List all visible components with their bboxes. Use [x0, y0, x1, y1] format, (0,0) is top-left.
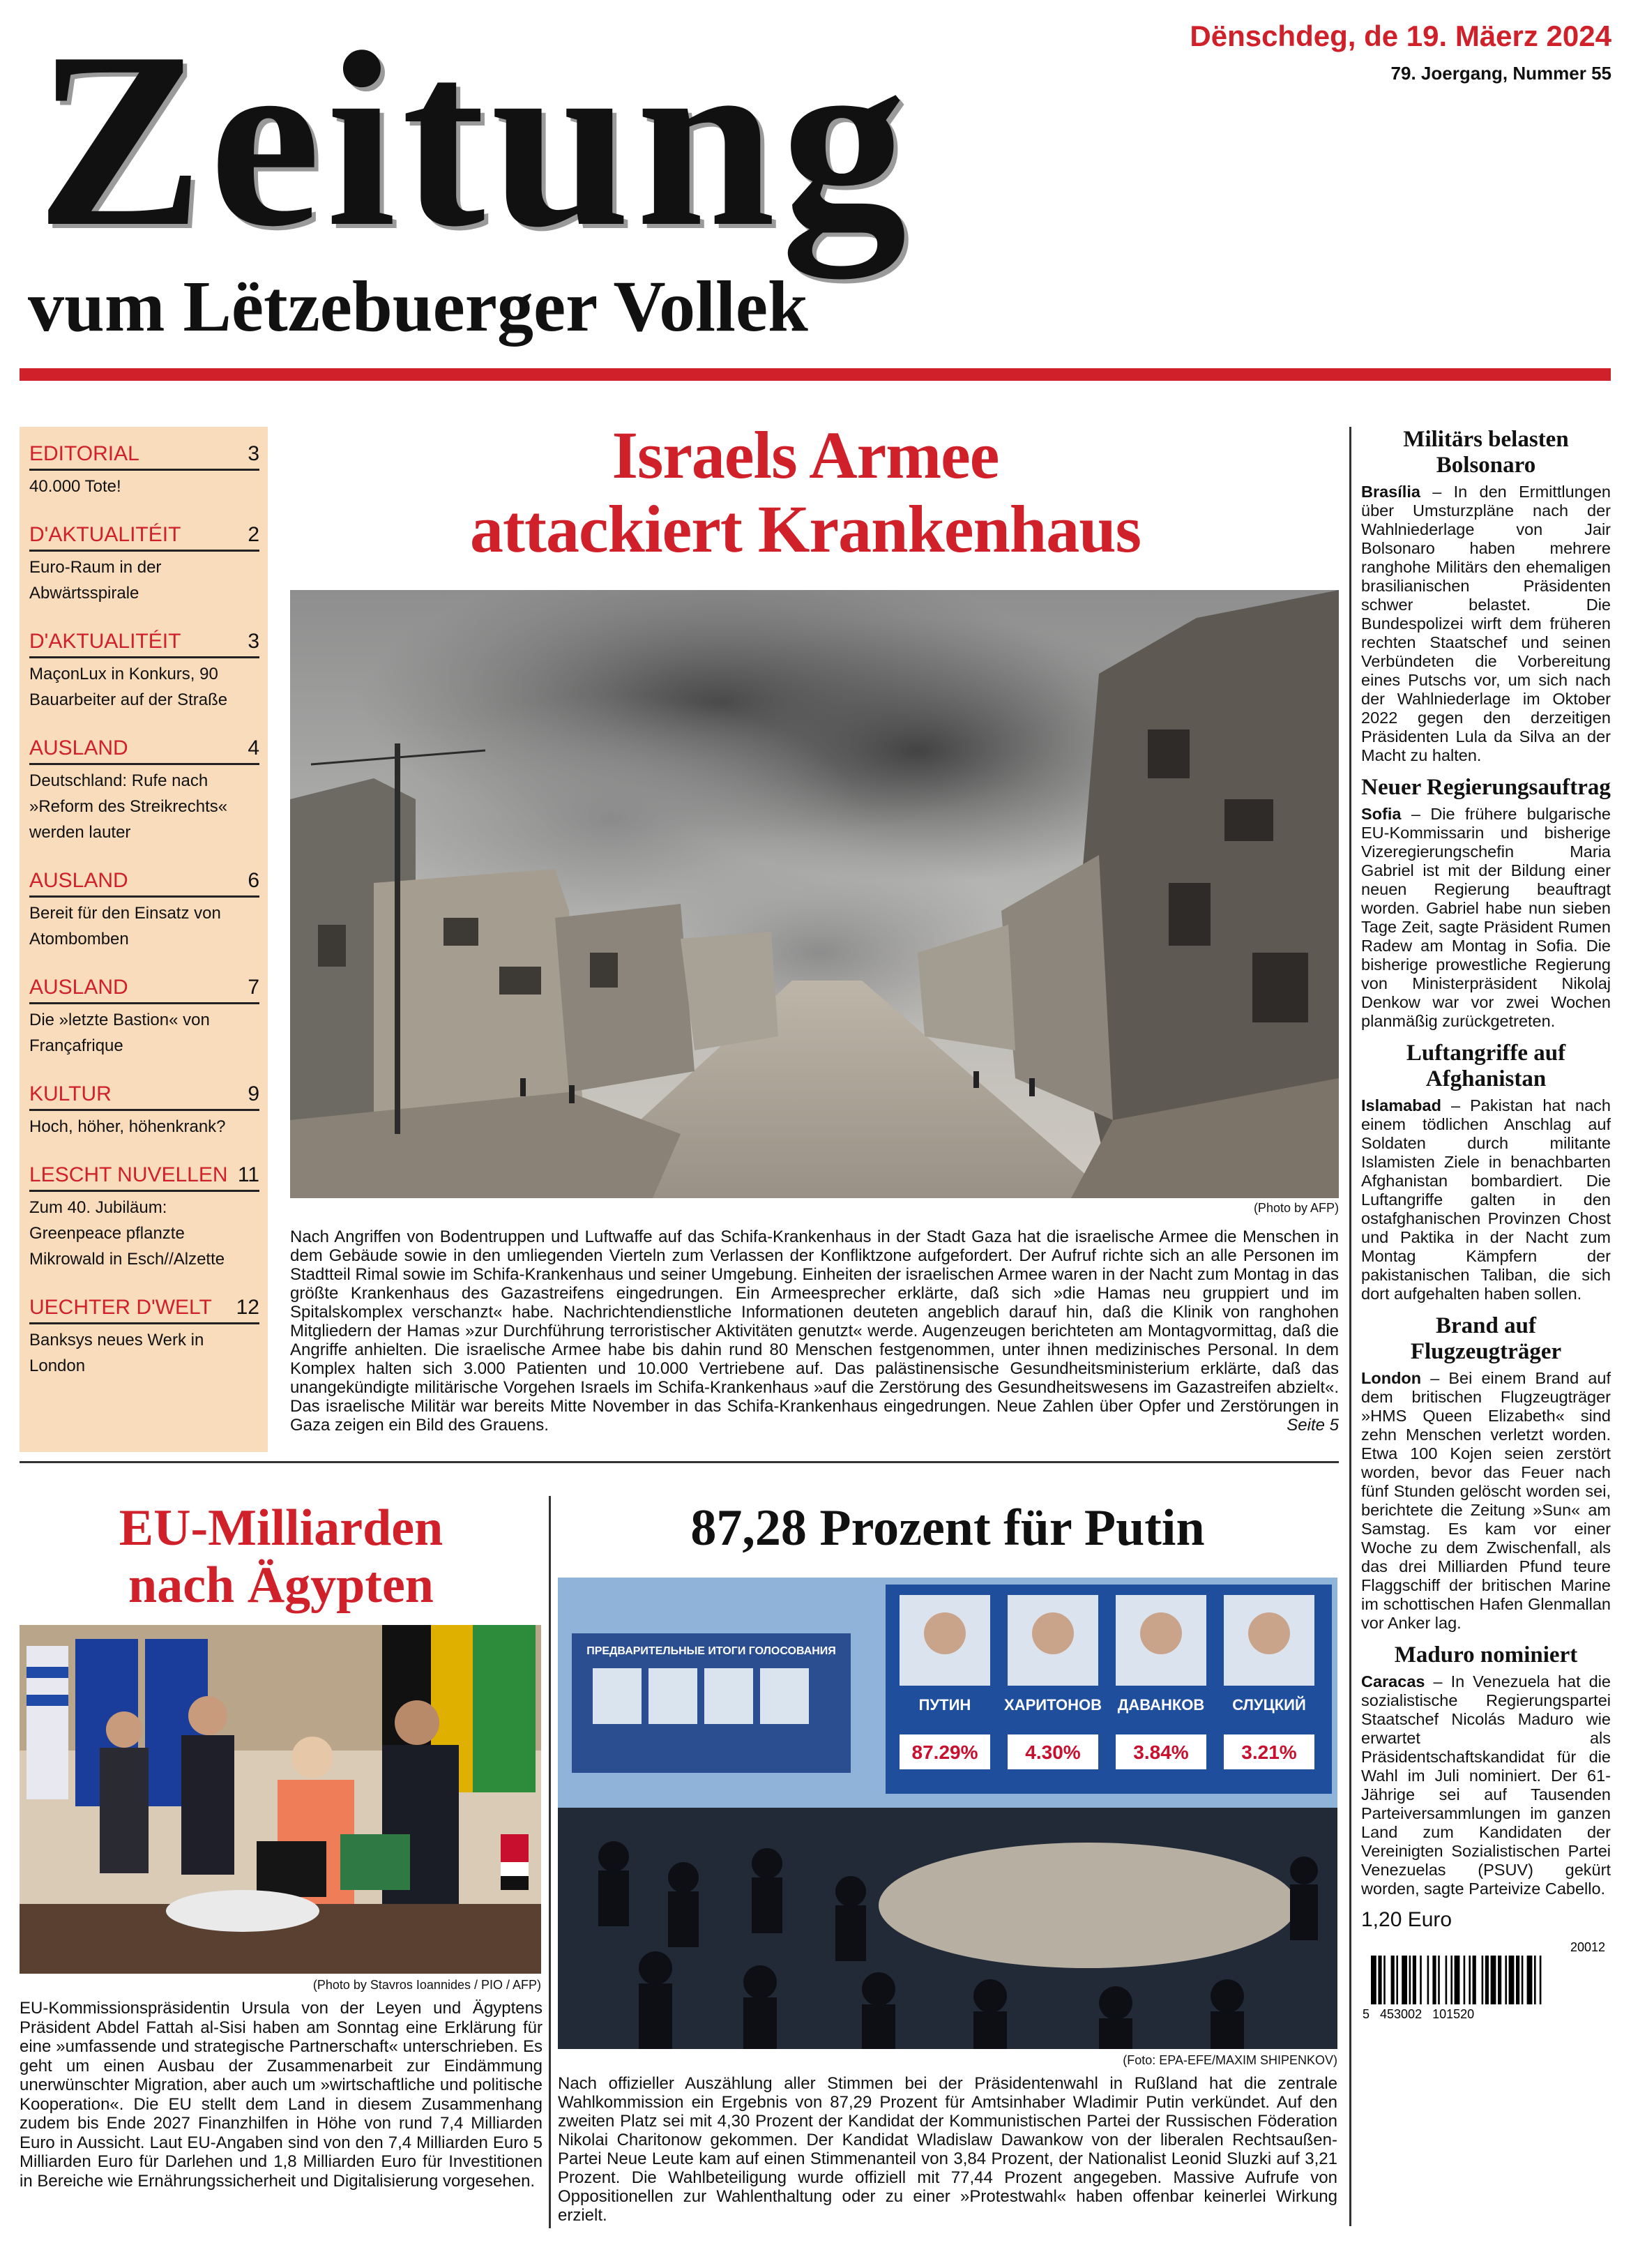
candidate-card [900, 1595, 990, 1769]
candidate-name: ПУТИН [918, 1696, 971, 1714]
index-text: MaçonLux in Konkurs, 90 Bauarbeiter auf der Straße [29, 665, 228, 709]
brief-title: Luftangriffe auf Afghanistan [1406, 1041, 1566, 1091]
index-section: LESCHT NUVELLEN [29, 1163, 228, 1186]
barcode-bar [1498, 1956, 1501, 2004]
barcode-bar [1522, 1956, 1524, 2004]
index-page: 7 [248, 976, 259, 999]
candidate-face [924, 1612, 966, 1654]
index-section: UECHTER D'WELT [29, 1296, 212, 1319]
index-text: 40.000 Tote! [29, 477, 121, 496]
column-rule [549, 1496, 551, 2228]
barcode-bar [1413, 1956, 1416, 2004]
barcode-bar [1464, 1956, 1466, 2004]
brief-place: Brasília [1361, 483, 1420, 501]
index-page: 3 [248, 442, 259, 465]
index-text: Euro-Raum in der Abwärtsspirale [29, 558, 162, 603]
index-section: EDITORIAL [29, 442, 139, 465]
barcode-bar [1534, 1956, 1536, 2004]
lead-photo[interactable] [290, 590, 1339, 1198]
lead-page-ref[interactable]: Seite 5 [1287, 1416, 1339, 1435]
index-entry[interactable] [29, 1294, 259, 1379]
putin-headline[interactable]: 87,28 Prozent für Putin [690, 1499, 1205, 1557]
brief-text: – Pakistan hat nach einem tödlichen Anschlag auf Soldaten durch militante Islamisten Ziele in benachbarten Afghanistan bombardiert. Die Luftangriffe galten in den ostafghanischen Provinzen Chost und Paktika in der Nacht zum Montag Kämpfern der pakistanischen Taliban, die sich dort aufgehalten haben sollen. [1361, 1096, 1611, 1303]
barcode-bar [1438, 1956, 1440, 2004]
barcode-bar [1509, 1956, 1515, 2004]
brief-text: – In Venezuela hat die sozialistische Regierungspartei Staatschef Nicolás Maduro wie erwartet als Präsidentschaftskandidat für die Wahl im Juli nominiert. Der 61-Jährige sei auf Tausenden Parteiversammlungen im ganzen Land zum Kandidaten der Vereinigten Sozialistischen Partei Venezuelas (PSUV) gekürt worden, sagte Parteivize Cabello. [1361, 1672, 1611, 1898]
index-section: AUSLAND [29, 869, 128, 892]
barcode-bar [1485, 1956, 1489, 2004]
brief-title: Maduro nominiert [1394, 1642, 1578, 1668]
candidate-card [1224, 1595, 1314, 1769]
candidate-card [1004, 1595, 1102, 1769]
index-section: KULTUR [29, 1082, 112, 1105]
column-rule [1349, 427, 1351, 2226]
brief-title: Militärs belasten Bolsonaro [1403, 427, 1569, 478]
index-page: 11 [237, 1163, 259, 1186]
barcode-bar [1540, 1956, 1542, 2004]
index-entry[interactable] [29, 974, 259, 1059]
lead-body [290, 1227, 1339, 1435]
price: 1,20 Euro [1361, 1908, 1452, 1931]
barcode-bar [1446, 1956, 1448, 2004]
lead-headline-line1: Israels Armee [612, 418, 999, 492]
index-entry[interactable] [29, 868, 259, 952]
barcode-digits: 5 453002 101520 [1363, 2007, 1475, 2021]
eu-headline[interactable] [20, 1499, 543, 1614]
barcode-bar [1491, 1956, 1496, 2004]
barcode-bar [1516, 1956, 1519, 2004]
index-text: Deutschland: Rufe nach »Reform des Streikrechts« werden lauter [29, 771, 228, 842]
index-section: D'AKTUALITÉIT [29, 523, 181, 546]
brief-place: Islamabad [1361, 1096, 1441, 1114]
index-text: Bereit für den Einsatz von Atombomben [29, 904, 221, 948]
brief-item[interactable] [1361, 1041, 1611, 1303]
barcode-graphic [1361, 1937, 1611, 2021]
barcode-bar [1473, 1956, 1476, 2004]
barcode-bar [1450, 1956, 1452, 2004]
candidate-percent: 3.84% [1133, 1741, 1189, 1763]
candidate-face [1248, 1612, 1290, 1654]
top-rule [20, 368, 1611, 381]
putin-photo-credit: (Foto: EPA-EFE/MAXIM SHIPENKOV) [1123, 2053, 1337, 2067]
lead-headline-line2: attackiert Krankenhaus [470, 492, 1141, 566]
brief-place: Caracas [1361, 1672, 1425, 1691]
candidate-name: СЛУЦКИЙ [1232, 1696, 1306, 1714]
candidate-name: ХАРИТОНОВ [1004, 1696, 1102, 1714]
index-page: 6 [248, 869, 259, 892]
index-page: 3 [248, 630, 259, 653]
barcode-bar [1469, 1956, 1471, 2004]
brief-title: Brand auf Flugzeugträger [1410, 1313, 1562, 1364]
index-text: Die »letzte Bastion« von Françafrique [29, 1011, 210, 1055]
index-text: Zum 40. Jubiläum: Greenpeace pflanzte Mikrowald in Esch//Alzette [29, 1198, 225, 1269]
barcode-bar [1427, 1956, 1429, 2004]
index-box [20, 427, 268, 1452]
barcode-bar [1455, 1956, 1460, 2004]
brief-item[interactable] [1361, 1642, 1611, 1898]
eu-body: EU-Kommissionspräsidentin Ursula von der Leyen und Ägyptens Präsident Abdel Fattah al-Sisi haben am Sonntag eine Erklärung für eine »umfassende und strategische Partnerschaft« unterschrieben. Es geht um einen Ausbau der Zusammenarbeit zur Eindämmung unerwünschter Migration, aber auch um »wirtschaftliche und politische Kooperation«. Die EU stellt dem Land in diesem Zusammenhang zudem bis Ende 2027 Finanzhilfen in Höhe von rund 7,4 Milliarden Euro in Aussicht. Laut EU-Angaben sind von den 7,4 Milliarden Euro 5 Milliarden Euro für Darlehen und 1,8 Milliarden Euro für Investitionen in Bereiche wie Ernährungssicherheit und Digitalisierung vorgesehen. [20, 1999, 543, 2191]
index-section: AUSLAND [29, 976, 128, 999]
issue-line: 79. Joergang, Nummer 55 [1390, 63, 1611, 84]
brief-text: – Die frühere bulgarische EU-Kommissarin und bisherige Vizeregierungschefin Maria Gabriel ist mit der Bildung einer neuen Regierung beauftragt worden. Gabriel habe nun sieben Tage Zeit, sagte Präsident Rumen Radew am Montag in Sofia. Die bisherige prowestliche Regierung von Ministerpräsident Nikolaj Denkow war vor zwei Wochen planmäßig zurückgetreten. [1361, 805, 1611, 1030]
brief-item[interactable] [1361, 427, 1611, 765]
index-text: Hoch, höher, höhenkrank? [29, 1117, 226, 1136]
lead-body-text: Nach Angriffen von Bodentruppen und Luftwaffe auf das Schifa-Krankenhaus in der Stadt Gaza hat die israelische Armee die Menschen in dem Gebäude sowie in den umliegenden Vierteln zum Verlassen der Konfliktzone aufgefordert. Der Aufruf richte sich an alle Personen im Stadtteil Rimal sowie im Schifa-Krankenhaus und seiner Umgebung. Einheiten der israelischen Armee waren in der Nacht zum Montag in das größte Krankenhaus des Gazastreifens eingedrungen. Ein Armeesprecher erklärte, daß sich »die Hamas neu gruppiert und im Spitalskomplex verschanzt« habe. Nachrichtendienstliche Informationen deuteten angeblich darauf hin, daß die Klinik von ranghohen Mitgliedern der Hamas »zur Durchführung terroristischer Aktivitäten genutzt« werde. Augenzeugen berichteten am Montagvormittag, daß die Angriffe anhielten. Die israelische Armee habe bis dahin rund 80 Menschen festgenommen, unter ihnen medizinisches Personal. In dem Komplex halten sich 3.000 Patienten und 10.000 Vertriebene auf. Das palästinensische Gesundheitsministerium erklärte, daß das unangekündigte militärische Vorgehen Israels im Schifa-Krankenhaus »auf die Zerstörung des Gesundheitswesens im Gazastreifen abzielt«. Das israelische Militär war bereits Mitte November in das Schifa-Krankenhaus eingedrungen. Neue Zahlen über Opfer und Zerstörungen in Gaza zeigen ein Bild des Grauens. [290, 1227, 1339, 1435]
signing-ceremony-photo [20, 1625, 541, 1974]
index-entry[interactable] [29, 522, 259, 606]
barcode-bar [1396, 1956, 1398, 2004]
eu-photo-credit: (Photo by Stavros Ioannides / PIO / AFP) [312, 1978, 541, 1992]
masthead-subtitle: vum Lëtzebuerger Vollek [28, 266, 808, 347]
barcode-bar [1505, 1956, 1507, 2004]
index-page: 2 [248, 523, 259, 546]
eu-photo[interactable] [20, 1625, 541, 1974]
candidate-percent: 3.21% [1241, 1741, 1297, 1763]
index-entry[interactable] [29, 1162, 259, 1272]
screen-header: ПРЕДВАРИТЕЛЬНЫЕ ИТОГИ ГОЛОСОВАНИЯ [586, 1645, 836, 1657]
news-briefs-column [1361, 427, 1611, 2025]
index-section: D'AKTUALITÉIT [29, 630, 181, 653]
gaza-street-photo [290, 590, 1339, 1198]
barcode-bar [1383, 1956, 1386, 2004]
candidate-percent: 4.30% [1025, 1741, 1081, 1763]
candidate-card [1116, 1595, 1206, 1769]
brief-title: Neuer Regierungsauftrag [1361, 775, 1611, 800]
lead-headline[interactable] [279, 418, 1332, 566]
index-entry[interactable] [29, 1081, 259, 1140]
index-entry[interactable] [29, 735, 259, 845]
brief-text: – In den Ermittlungen über Umsturzpläne nach der Wahlniederlage von Jair Bolsonaro haben mehrere ranghohe Militärs den ehemaligen brasilianischen Präsidenten schwer belastet. Die Bundespolizei wirft dem früheren rechten Staatschef und seinen Verbündeten die Vorbereitung eines Putschs vor, um sich nach der Wahlniederlage im Oktober 2022 gegen den derzeitigen Präsidenten Lula da Silva an der Macht zu halten. [1361, 483, 1611, 764]
candidate-face [1140, 1612, 1182, 1654]
barcode-bar [1409, 1956, 1411, 2004]
barcode-bar [1371, 1956, 1376, 2004]
index-entry[interactable] [29, 441, 259, 499]
putin-photo[interactable] [558, 1578, 1337, 2049]
election-commission-photo [558, 1578, 1337, 2049]
barcode-bar [1527, 1956, 1533, 2004]
barcode-bar [1378, 1956, 1381, 2004]
barcode-bar [1482, 1956, 1484, 2004]
brief-item[interactable] [1361, 775, 1611, 1031]
index-entry[interactable] [29, 628, 259, 713]
index-section: AUSLAND [29, 736, 128, 759]
candidate-face [1032, 1612, 1074, 1654]
brief-place: Sofia [1361, 805, 1402, 823]
index-page: 9 [248, 1082, 259, 1105]
brief-text: – Bei einem Brand auf dem britischen Flugzeugträger »HMS Queen Elizabeth« sind zehn Menschen verletzt worden. Etwa 100 Kojen seien zerstört worden, bevor das Feuer nach fünf Stunden gelöscht worden sei, berichtete die Zeitung »Sun« am Samstag. Es kam vor einer Woche zu dem Zwischenfall, als das drei Milliarden Pfund teure Flaggschiff der britischen Marine im schottischen Hafen Glenmallan vor Anker lag. [1361, 1369, 1611, 1632]
index-text: Banksys neues Werk in London [29, 1331, 204, 1375]
brief-place: London [1361, 1369, 1422, 1387]
barcode-issue: 20012 [1570, 1940, 1606, 1954]
lead-photo-credit: (Photo by AFP) [1253, 1201, 1339, 1215]
candidate-percent: 87.29% [911, 1741, 978, 1763]
barcode-bar [1402, 1956, 1407, 2004]
brief-item[interactable] [1361, 1313, 1611, 1633]
barcode-bar [1420, 1956, 1422, 2004]
candidate-name: ДАВАНКОВ [1117, 1696, 1205, 1714]
eu-headline-line1: EU-Milliarden [119, 1499, 443, 1557]
section-rule [20, 1461, 1339, 1463]
putin-body: Nach offizieller Auszählung aller Stimmen bei der Präsidentenwahl in Rußland hat die zentrale Wahlkommission ein Ergebnis von 87,29 Prozent für Amtsinhaber Wladimir Putin verkündet. Auf den zweiten Platz sei mit 4,30 Prozent der Kandidat der Kommunistischen Partei der Russischen Föderation Nikolai Charitonow gekommen. Der Kandidat Wladislaw Dawankow von der liberalen Rechtsaußen-Partei Neue Leute kam auf einen Stimmenanteil von 3,84 Prozent, der Nationalist Leonid Sluzki auf 3,21 Prozent. Die Wahlbeteiligung wurde offiziell mit 77,44 Prozent angegeben. Massive Aufrufe von Oppositionellen zur Wahlenthaltung oder zu einer »Protestwahl« haben offenbar keinerlei Wirkung erzielt. [558, 2074, 1337, 2225]
barcode-bar [1391, 1956, 1395, 2004]
index-page: 12 [236, 1296, 259, 1319]
masthead-title: Zeitung [36, 0, 913, 278]
eu-headline-line2: nach Ägypten [128, 1557, 434, 1614]
date-line: Dënschdeg, de 19. Mäerz 2024 [1190, 20, 1611, 52]
index-page: 4 [248, 736, 259, 759]
barcode [1361, 1937, 1611, 2025]
barcode-bar [1432, 1956, 1436, 2004]
